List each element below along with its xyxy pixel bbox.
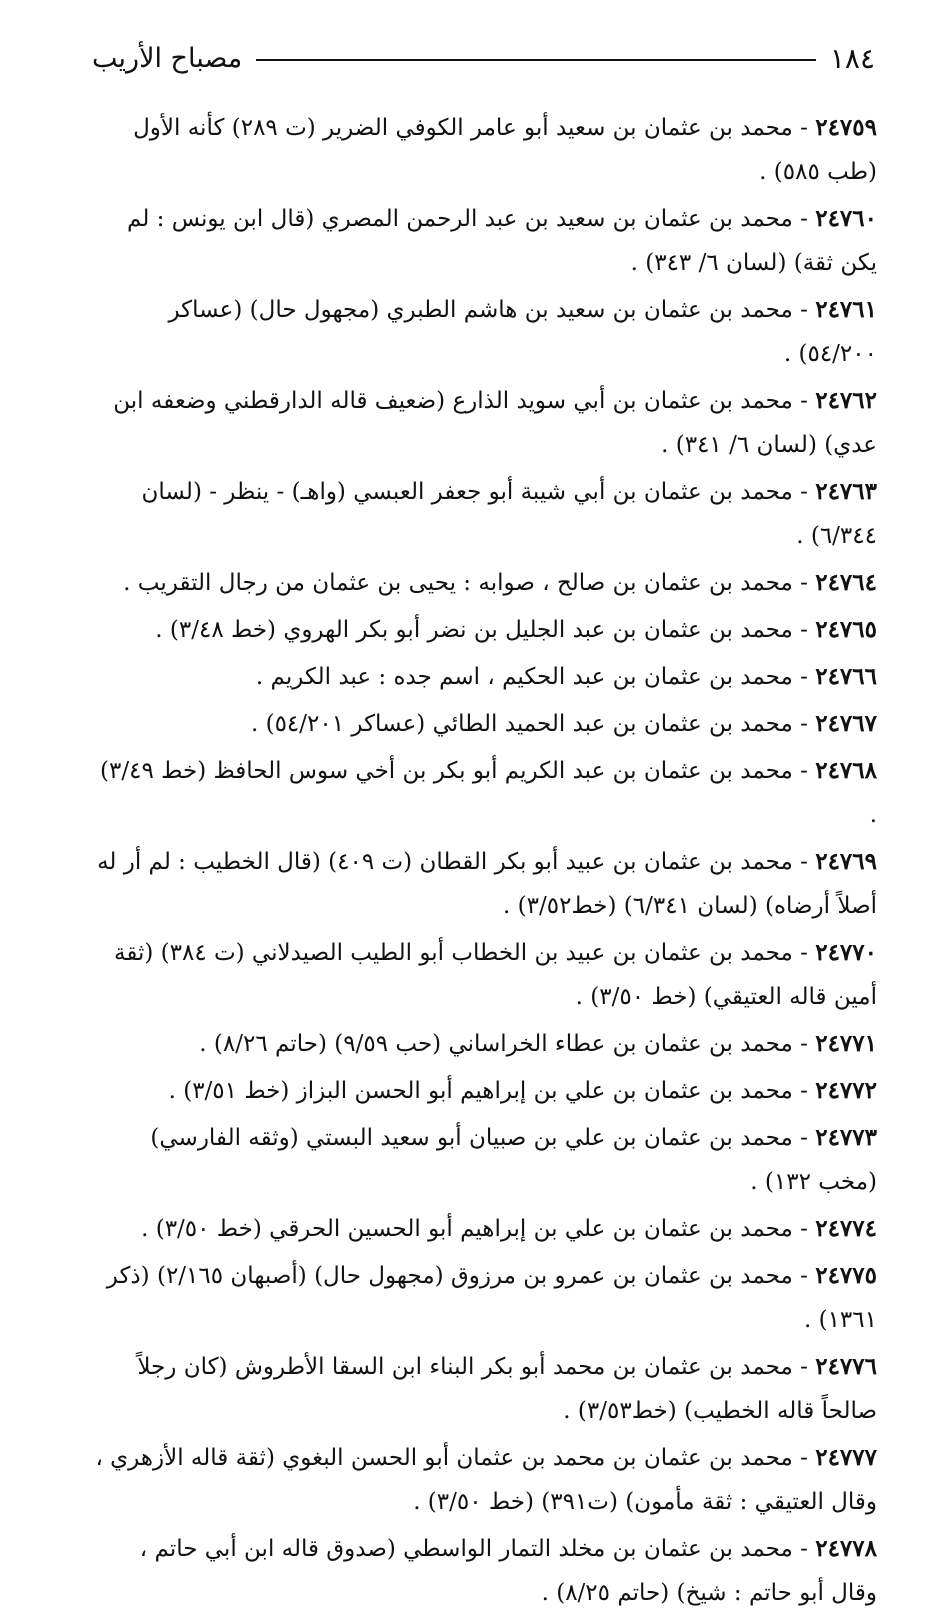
- entry: ٢٤٧٧٢ - محمد بن عثمان بن علي بن إبراهيم أبو الحسن البزاز (خط ٣/٥١) .: [168, 1077, 877, 1104]
- entry: ٢٤٧٦٢ - محمد بن عثمان بن أبي سويد الذارع (ضعيف قاله الدارقطني وضعفه ابن عدي) (لسان ٦/ ٣٤١) .: [113, 387, 877, 458]
- entry: ٢٤٧٦٧ - محمد بن عثمان بن عبد الحميد الطائي (عساكر ٥٤/٢٠١) .: [250, 710, 877, 737]
- entries-list: [90, 106, 877, 1618]
- entry-number: ٢٤٧٧٦: [815, 1353, 877, 1380]
- entry-number: ٢٤٧٦١: [815, 296, 877, 323]
- entry-number: ٢٤٧٧٥: [815, 1262, 877, 1289]
- entry-text: محمد بن عثمان بن عمرو بن مرزوق (مجهول حال) (أصبهان ٢/١٦٥) (ذكر ١٣٦١) .: [106, 1263, 877, 1333]
- entry-number: ٢٤٧٦٥: [815, 616, 877, 643]
- entry-text: محمد بن عثمان بن عبيد بن الخطاب أبو الطيب الصيدلاني (ت ٣٨٤) (ثقة أمين قاله العتيقي) (خط ٣/٥٠) .: [113, 940, 877, 1010]
- entry: ٢٤٧٦٩ - محمد بن عثمان بن عبيد أبو بكر القطان (ت ٤٠٩) (قال الخطيب : لم أر له أصلاً أرضاه) (لسان ٦/٣٤١) (خط٣/٥٢) .: [97, 848, 877, 919]
- entry-text: محمد بن عثمان بن مخلد التمار الواسطي (صدوق قاله ابن أبي حاتم ، وقال أبو حاتم : شيخ) (حاتم ٨/٢٥) .: [139, 1536, 877, 1606]
- entry: ٢٤٧٧٧ - محمد بن عثمان بن محمد بن عثمان أبو الحسن البغوي (ثقة قاله الأزهري ، وقال العتيقي : ثقة مأمون) (ت٣٩١) (خط ٣/٥٠) .: [95, 1444, 877, 1515]
- entry-number: ٢٤٧٦٣: [815, 478, 877, 505]
- entry-text: محمد بن عثمان بن محمد بن عثمان أبو الحسن البغوي (ثقة قاله الأزهري ، وقال العتيقي : ثقة مأمون) (ت٣٩١) (خط ٣/٥٠) .: [95, 1445, 877, 1515]
- page-header: [92, 38, 875, 78]
- entry: ٢٤٧٧٦ - محمد بن عثمان بن محمد أبو بكر البناء ابن السقا الأطروش (كان رجلاً صالحاً قاله الخطيب) (خط٣/٥٣) .: [137, 1353, 877, 1424]
- entry: ٢٤٧٧٥ - محمد بن عثمان بن عمرو بن مرزوق (مجهول حال) (أصبهان ٢/١٦٥) (ذكر ١٣٦١) .: [106, 1262, 877, 1333]
- entry-number: ٢٤٧٧٤: [815, 1215, 877, 1242]
- entry: ٢٤٧٦١ - محمد بن عثمان بن سعيد بن هاشم الطبري (مجهول حال) (عساكر ٥٤/٢٠٠) .: [168, 296, 877, 367]
- entry-number: ٢٤٧٧١: [815, 1030, 877, 1057]
- entry: ٢٤٧٦٤ - محمد بن عثمان بن صالح ، صوابه : يحيى بن عثمان من رجال التقريب .: [123, 569, 877, 596]
- entry-number: ٢٤٧٦٤: [815, 569, 877, 596]
- entry-number: ٢٤٧٧٨: [815, 1535, 877, 1562]
- entry-number: ٢٤٧٧٠: [815, 939, 877, 966]
- entry-number: ٢٤٧٧٣: [815, 1124, 877, 1151]
- entry: ٢٤٧٧٤ - محمد بن عثمان بن علي بن إبراهيم أبو الحسين الحرقي (خط ٣/٥٠) .: [141, 1215, 877, 1242]
- entry-text: محمد بن عثمان بن عبد الكريم أبو بكر بن أخي سوس الحافظ (خط ٣/٤٩) .: [100, 758, 877, 828]
- entry-number: ٢٤٧٦٧: [815, 710, 877, 737]
- entry-number: ٢٤٧٥٩: [815, 114, 877, 141]
- entry-number: ٢٤٧٧٢: [815, 1077, 877, 1104]
- entry: ٢٤٧٦٥ - محمد بن عثمان بن عبد الجليل بن نضر أبو بكر الهروي (خط ٣/٤٨) .: [155, 616, 877, 643]
- entry-text: محمد بن عثمان بن أبي سويد الذارع (ضعيف قاله الدارقطني وضعفه ابن عدي) (لسان ٦/ ٣٤١) .: [113, 388, 877, 458]
- entry-text: محمد بن عثمان بن علي بن إبراهيم أبو الحسن البزاز (خط ٣/٥١) .: [168, 1078, 793, 1104]
- entry: ٢٤٧٦٣ - محمد بن عثمان بن أبي شيبة أبو جعفر العبسي (واهـ) - ينظر - (لسان ٦/٣٤٤) .: [141, 478, 877, 549]
- header-rule: [256, 59, 816, 61]
- entry-text: محمد بن عثمان بن سعيد أبو عامر الكوفي الضرير (ت ٢٨٩) كأنه الأول (طب ٥٨٥) .: [133, 115, 877, 185]
- entry: ٢٤٧٦٨ - محمد بن عثمان بن عبد الكريم أبو بكر بن أخي سوس الحافظ (خط ٣/٤٩) .: [100, 757, 877, 828]
- entry-text: محمد بن عثمان بن سعيد بن هاشم الطبري (مجهول حال) (عساكر ٥٤/٢٠٠) .: [168, 297, 877, 367]
- entry-text: محمد بن عثمان بن علي بن صبيان أبو سعيد البستي (وثقه الفارسي) (مخب ١٣٢) .: [150, 1125, 877, 1195]
- entry-number: ٢٤٧٦٨: [815, 757, 877, 784]
- entry-text: محمد بن عثمان بن أبي شيبة أبو جعفر العبسي (واهـ) - ينظر - (لسان ٦/٣٤٤) .: [141, 479, 877, 549]
- book-title: مصباح الأريب: [92, 42, 243, 74]
- entry-text: محمد بن عثمان بن علي بن إبراهيم أبو الحسين الحرقي (خط ٣/٥٠) .: [141, 1216, 793, 1242]
- entry: ٢٤٧٧٠ - محمد بن عثمان بن عبيد بن الخطاب أبو الطيب الصيدلاني (ت ٣٨٤) (ثقة أمين قاله العتيقي) (خط ٣/٥٠) .: [113, 939, 877, 1010]
- entry: ٢٤٧٥٩ - محمد بن عثمان بن سعيد أبو عامر الكوفي الضرير (ت ٢٨٩) كأنه الأول (طب ٥٨٥) .: [133, 114, 877, 185]
- entry-text: محمد بن عثمان بن محمد أبو بكر البناء ابن السقا الأطروش (كان رجلاً صالحاً قاله الخطيب) (خط٣/٥٣) .: [137, 1354, 877, 1424]
- entry: ٢٤٧٧٨ - محمد بن عثمان بن مخلد التمار الواسطي (صدوق قاله ابن أبي حاتم ، وقال أبو حاتم : شيخ) (حاتم ٨/٢٥) .: [139, 1535, 877, 1606]
- entry-number: ٢٤٧٦٦: [815, 663, 877, 690]
- entry: ٢٤٧٦٦ - محمد بن عثمان بن عبد الحكيم ، اسم جده : عبد الكريم .: [255, 663, 877, 690]
- entry-text: محمد بن عثمان بن عبد الجليل بن نضر أبو بكر الهروي (خط ٣/٤٨) .: [155, 617, 793, 643]
- entry-text: محمد بن عثمان بن سعيد بن عبد الرحمن المصري (قال ابن يونس : لم يكن ثقة) (لسان ٦/ ٣٤٣) .: [127, 206, 877, 276]
- entry-text: محمد بن عثمان بن عبد الحكيم ، اسم جده : عبد الكريم .: [255, 664, 793, 690]
- entry-number: ٢٤٧٧٧: [815, 1444, 877, 1471]
- entry-number: ٢٤٧٦٠: [815, 205, 877, 232]
- page-number: ١٨٤: [829, 41, 875, 75]
- entry-text: محمد بن عثمان بن عطاء الخراساني (حب ٩/٥٩) (حاتم ٨/٢٦) .: [199, 1031, 793, 1057]
- entry-number: ٢٤٧٦٩: [815, 848, 877, 875]
- entry-text: محمد بن عثمان بن عبيد أبو بكر القطان (ت ٤٠٩) (قال الخطيب : لم أر له أصلاً أرضاه) (لسان ٦/٣٤١) (خط٣/٥٢) .: [97, 849, 877, 919]
- entry-text: محمد بن عثمان بن عبد الحميد الطائي (عساكر ٥٤/٢٠١) .: [250, 711, 793, 737]
- entry: ٢٤٧٦٠ - محمد بن عثمان بن سعيد بن عبد الرحمن المصري (قال ابن يونس : لم يكن ثقة) (لسان ٦/ ٣٤٣) .: [127, 205, 877, 276]
- entry-number: ٢٤٧٦٢: [815, 387, 877, 414]
- entry: ٢٤٧٧٣ - محمد بن عثمان بن علي بن صبيان أبو سعيد البستي (وثقه الفارسي) (مخب ١٣٢) .: [150, 1124, 877, 1195]
- entry-text: محمد بن عثمان بن صالح ، صوابه : يحيى بن عثمان من رجال التقريب .: [123, 570, 793, 596]
- entry: ٢٤٧٧١ - محمد بن عثمان بن عطاء الخراساني (حب ٩/٥٩) (حاتم ٨/٢٦) .: [199, 1030, 877, 1057]
